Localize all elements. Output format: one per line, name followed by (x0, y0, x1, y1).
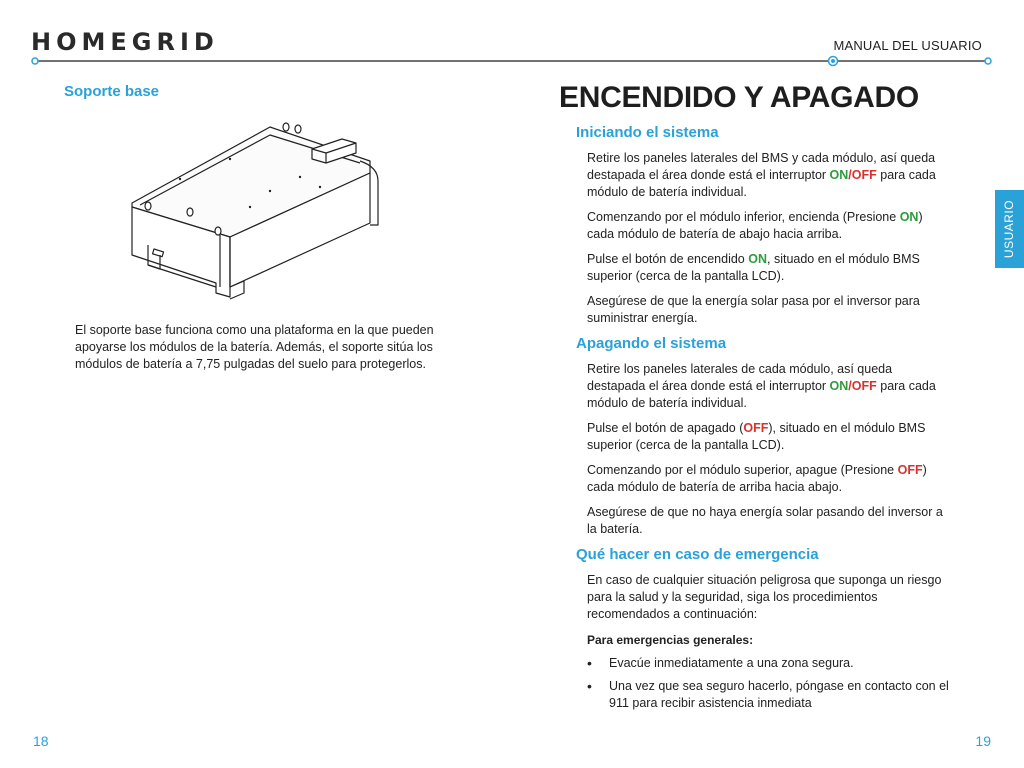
stop-step-4: Asegúrese de que no haya energía solar pasando del inversor a la batería. (587, 505, 943, 536)
on-label: ON (748, 252, 767, 266)
page-title: ENCENDIDO Y APAGADO (559, 81, 919, 114)
page-number-left: 18 (33, 733, 49, 749)
start-step-3: Pulse el botón de encendido ON, situado en el módulo BMS superior (cerca de la pantalla LCD). (587, 252, 920, 283)
stop-step-3: Comenzando por el módulo superior, apague (Presione OFF) cada módulo de batería de arriba hacia abajo. (587, 463, 927, 494)
start-step-4: Asegúrese de que la energía solar pasa por el inversor para suministrar energía. (587, 294, 920, 325)
stop-step-1: Retire los paneles laterales de cada módulo, así queda destapada el área donde está el interruptor ON/OFF para cada módulo de batería individual. (587, 362, 936, 410)
off-label: OFF (851, 379, 877, 393)
on-label: ON (899, 210, 919, 224)
left-heading: Soporte base (64, 83, 160, 100)
general-emergencies-label: Para emergencias generales: (587, 633, 754, 647)
section-heading-stop: Apagando el sistema (576, 335, 727, 352)
base-stand-description: El soporte base funciona como una plataforma en la que pueden apoyarse los módulos de la batería. Además, el soporte sitúa los módulos de batería a 7,75 pulgadas del suelo para protegerlos. (75, 323, 434, 371)
start-step-1: Retire los paneles laterales del BMS y cada módulo, así queda destapada el área donde está el interruptor ON/OFF para cada módulo de batería individual. (587, 151, 936, 199)
section-heading-emergency: Qué hacer en caso de emergencia (576, 546, 819, 563)
start-step-2: Comenzando por el módulo inferior, encienda (Presione ON) cada módulo de batería de abajo hacia arriba. (587, 210, 923, 241)
off-label: OFF (897, 463, 923, 477)
right-column (559, 80, 959, 718)
side-tab-label: USUARIO (1002, 199, 1017, 259)
side-tab-usuario (995, 190, 1024, 268)
manual-title: MANUAL DEL USUARIO (833, 38, 982, 53)
emergency-intro: En caso de cualquier situación peligrosa que suponga un riesgo para la salud y la seguridad, siga los procedimientos recomendados a continuación: (587, 573, 942, 621)
battery-base-stand-illustration (120, 115, 390, 305)
off-label: OFF (851, 168, 877, 182)
page-number-right: 19 (975, 733, 991, 749)
on-label: ON (829, 168, 849, 182)
emergency-bullets (559, 655, 949, 712)
on-label: ON (829, 379, 849, 393)
off-label: OFF (743, 421, 769, 435)
list-item: • Evacúe inmediatamente a una zona segura. (609, 655, 949, 672)
list-item: • Una vez que sea seguro hacerlo, póngase en contacto con el 911 para recibir asistencia inmediata (609, 678, 949, 712)
section-heading-start: Iniciando el sistema (576, 124, 719, 141)
homegrid-logo: HOMEGRID (31, 28, 219, 56)
stop-step-2: Pulse el botón de apagado (OFF), situado en el módulo BMS superior (cerca de la pantalla LCD). (587, 421, 926, 452)
